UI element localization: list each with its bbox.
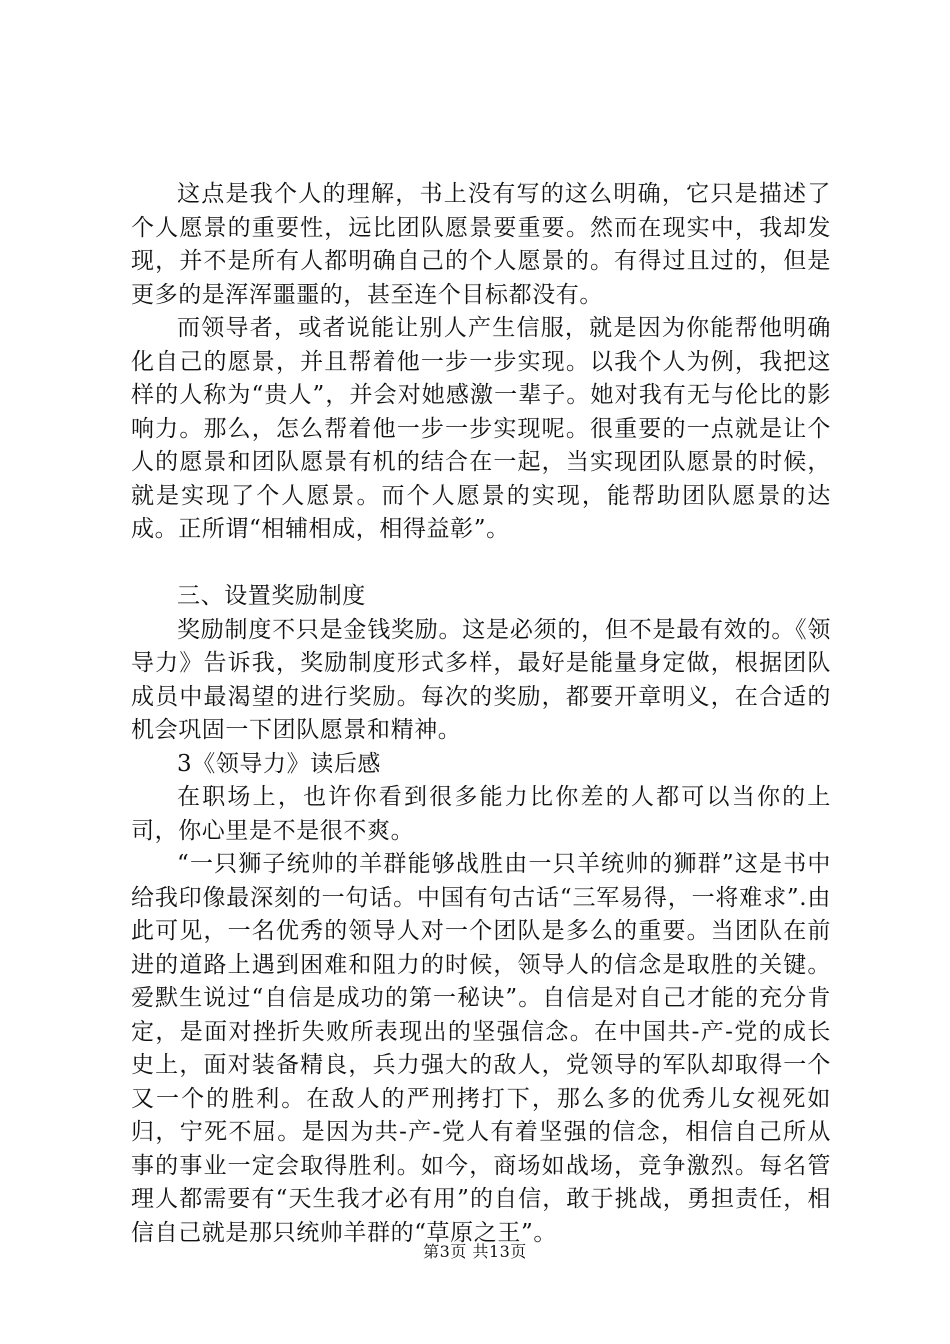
paragraph-leader-vision: 而领导者，或者说能让别人产生信服，就是因为你能帮他明确化自己的愿景，并且帮着他一步一步实现。以我个人为例，我把这样的人称为“贵人”，并会对她感激一辈子。她对我有无与伦比的影响力。那么，怎么帮着他一步一步实现呢。很重要的一点就是让个人的愿景和团队愿景有机的结合在一起，当实现团队愿景的时候，就是实现了个人愿景。而个人愿景的实现，能帮助团队愿景的达成。正所谓“相辅相成，相得益彰”。 — [131, 315, 831, 542]
body-text — [131, 178, 831, 1250]
paragraph-personal-vision: 这点是我个人的理解，书上没有写的这么明确，它只是描述了个人愿景的重要性，远比团队愿景要重要。然而在现实中，我却发现，并不是所有人都明确自己的个人愿景的。有得过且过的，但是更多的是浑浑噩噩的，甚至连个目标都没有。 — [131, 181, 831, 308]
page-number-footer: 第3页 共13页 — [423, 1242, 527, 1261]
paragraph-lion-sheep: “一只狮子统帅的羊群能够战胜由一只羊统帅的狮群”这是书中给我印像最深刻的一句话。中国有句古话“三军易得，一将难求”.由此可见，一名优秀的领导人对一个团队是多么的重要。当团队在前进的道路上遇到困难和阻力的时候，领导人的信念是取胜的关键。爱默生说过“自信是成功的第一秘诀”。自信是对自己才能的充分肯定，是面对挫折失败所表现出的坚强信念。在中国共-产-党的成长史上，面对装备精良，兵力强大的敌人，党领导的军队却取得一个又一个的胜利。在敌人的严刑拷打下，那么多的优秀儿女视死如归，宁死不屈。是因为共-产-党人有着坚强的信念，相信自己所从事的事业一定会取得胜利。如今，商场如战场，竞争激烈。每名管理人都需要有“天生我才必有用”的自信，敢于挑战，勇担责任，相信自己就是那只统帅羊群的“草原之王”。 — [131, 851, 831, 1246]
section-heading-rewards: 三、设置奖励制度 — [177, 583, 366, 609]
paragraph-workplace: 在职场上，也许你看到很多能力比你差的人都可以当你的上司，你心里是不是很不爽。 — [131, 784, 831, 844]
paragraph-rewards: 奖励制度不只是金钱奖励。这是必须的，但不是最有效的。《领导力》告诉我，奖励制度形式多样，最好是能量身定做，根据团队成员中最渴望的进行奖励。每次的奖励，都要开章明义，在合适的机会巩固一下团队愿景和精神。 — [131, 616, 831, 743]
section-heading-review: 3《领导力》读后感 — [177, 750, 382, 777]
paragraph-spacer — [131, 547, 831, 581]
